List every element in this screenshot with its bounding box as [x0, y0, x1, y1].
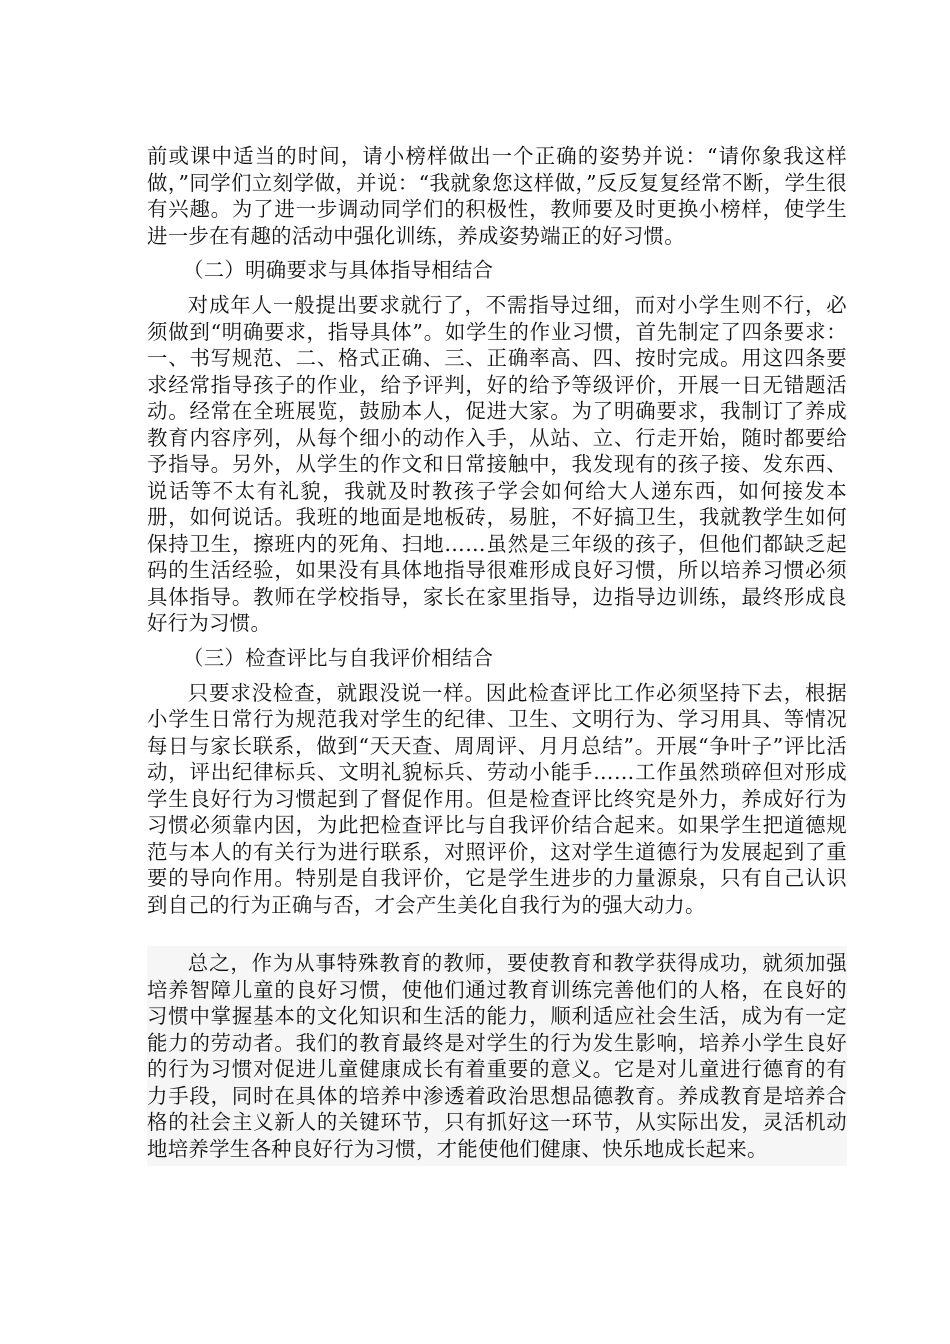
conclusion-paragraph: 总之，作为从事特殊教育的教师，要使教育和教学获得成功，就须加强培养智障儿童的良好习惯，使他们通过教育训练完善他们的人格，在良好的习惯中掌握基本的文化知识和生活的能力，顺利适应社会生活，成为有一定能力的劳动者。我们的教育最终是对学生的行为发生影响，培养小学生良好的行为习惯对促进儿童健康成长有着重要的意义。它是对儿童进行德育的有力手段，同时在具体的培养中渗透着政治思想品德教育。养成教育是培养合格的社会主义新人的关键环节，只有抓好这一环节，从实际出发，灵活机动地培养学生各种良好行为习惯，才能使他们健康、快乐地成长起来。	[147, 946, 847, 1166]
document-body	[147, 143, 847, 1166]
section-3-paragraph: 只要求没检查，就跟没说一样。因此检查评比工作必须坚持下去，根据小学生日常行为规范我对学生的纪律、卫生、文明行为、学习用具、等情况每日与家长联系，做到“天天查、周周评、月月总结”。开展“争叶子”评比活动，评出纪律标兵、文明礼貌标兵、劳动小能手……工作虽然琐碎但对形成学生良好行为习惯起到了督促作用。但是检查评比终究是外力，养成好行为习惯必须靠内因，为此把检查评比与自我评价结合起来。如果学生把道德规范与本人的有关行为进行联系，对照评价，这对学生道德行为发展起到了重要的导向作用。特别是自我评价，它是学生进步的力量源泉，只有自己认识到自己的行为正确与否，才会产生美化自我行为的强大动力。	[147, 680, 847, 917]
section-2-paragraph: 对成年人一般提出要求就行了，不需指导过细，而对小学生则不行，必须做到“明确要求，指导具体”。如学生的作业习惯，首先制定了四条要求：一、书写规范、二、格式正确、三、正确率高、四、按时完成。用这四条要求经常指导孩子的作业，给予评判，好的给予等级评价，开展一日无错题活动。经常在全班展览，鼓励本人，促进大家。为了明确要求，我制订了养成教育内容序列，从每个细小的动作入手，从站、立、行走开始，随时都要给予指导。另外，从学生的作文和日常接触中，我发现有的孩子接、发东西、说话等不太有礼貌，我就及时教孩子学会如何给大人递东西，如何接发本册，如何说话。我班的地面是地板砖，易脏，不好搞卫生，我就教学生如何保持卫生，擦班内的死角、扫地……虽然是三年级的孩子，但他们都缺乏起码的生活经验，如果没有具体地指导很难形成良好习惯，所以培养习惯必须具体指导。教师在学校指导，家长在家里指导，边指导边训练，最终形成良好行为习惯。	[147, 293, 847, 635]
section-heading-2: （二）明确要求与具体指导相结合	[183, 258, 494, 282]
continuation-paragraph: 前或课中适当的时间，请小榜样做出一个正确的姿势并说：“请你象我这样做，”同学们立刻学做，并说：“我就象您这样做，”反反复复经常不断，学生很有兴趣。为了进一步调动同学们的积极性，教师要及时更换小榜样，使学生进一步在有趣的活动中强化训练，养成姿势端正的好习惯。	[147, 144, 847, 248]
section-heading-3: （三）检查评比与自我评价相结合	[183, 645, 494, 670]
